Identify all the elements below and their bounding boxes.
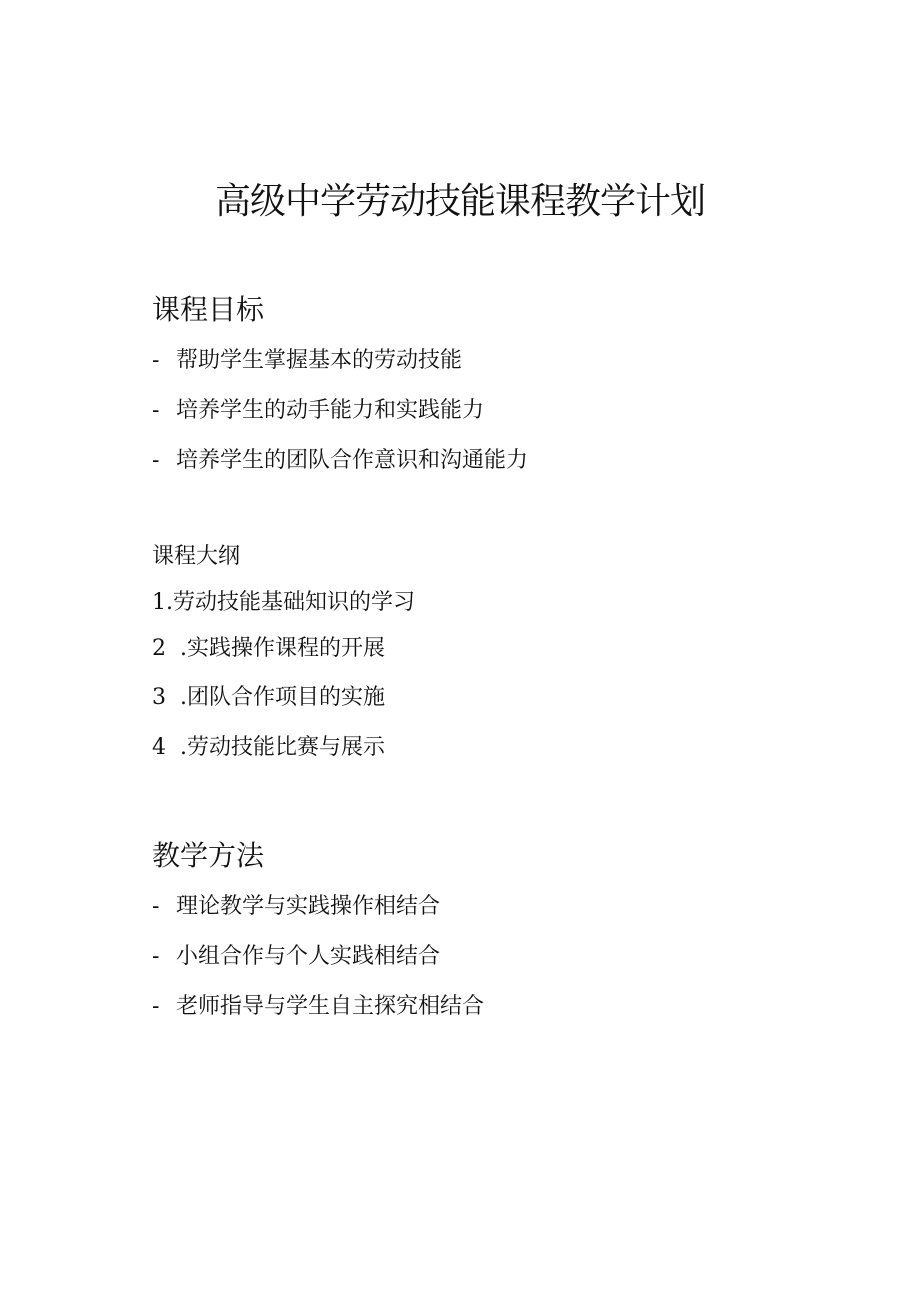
outline-item-number: 2 [152,636,166,661]
outline-item-text: .劳动技能比赛与展示 [180,735,385,760]
bullet-dash: - [152,944,160,969]
method-item-3 [152,992,484,1022]
outline-item-number: 4 [152,735,166,760]
bullet-dash: - [152,348,160,373]
outline-item-text: .实践操作课程的开展 [180,636,385,661]
section-heading-outline: 课程大纲 [152,544,241,569]
goal-item-1 [152,346,462,376]
section-heading-goals: 课程目标 [152,293,265,326]
method-item-2 [152,942,440,972]
goal-item-2 [152,396,484,426]
goal-item-text: 帮助学生掌握基本的劳动技能 [176,348,463,373]
method-item-1 [152,892,440,922]
document-title: 高级中学劳动技能课程教学计划 [214,181,705,222]
outline-item-4 [152,733,385,763]
outline-item-number: 3 [152,685,166,710]
section-heading-methods: 教学方法 [152,839,265,872]
bullet-dash: - [152,894,160,919]
bullet-dash: - [152,448,160,473]
outline-item-number: 1. [152,590,173,615]
method-item-text: 老师指导与学生自主探究相结合 [176,994,485,1019]
method-item-text: 小组合作与个人实践相结合 [176,944,441,969]
goal-item-text: 培养学生的团队合作意识和沟通能力 [176,448,529,473]
bullet-dash: - [152,398,160,423]
outline-item-2 [152,634,385,664]
method-item-text: 理论教学与实践操作相结合 [176,894,441,919]
bullet-dash: - [152,994,160,1019]
goal-item-3 [152,446,528,476]
outline-item-text: 劳动技能基础知识的学习 [173,590,416,615]
goal-item-text: 培养学生的动手能力和实践能力 [176,398,485,423]
outline-item-1 [152,588,415,618]
outline-item-3 [152,683,385,713]
outline-item-text: .团队合作项目的实施 [180,685,385,710]
